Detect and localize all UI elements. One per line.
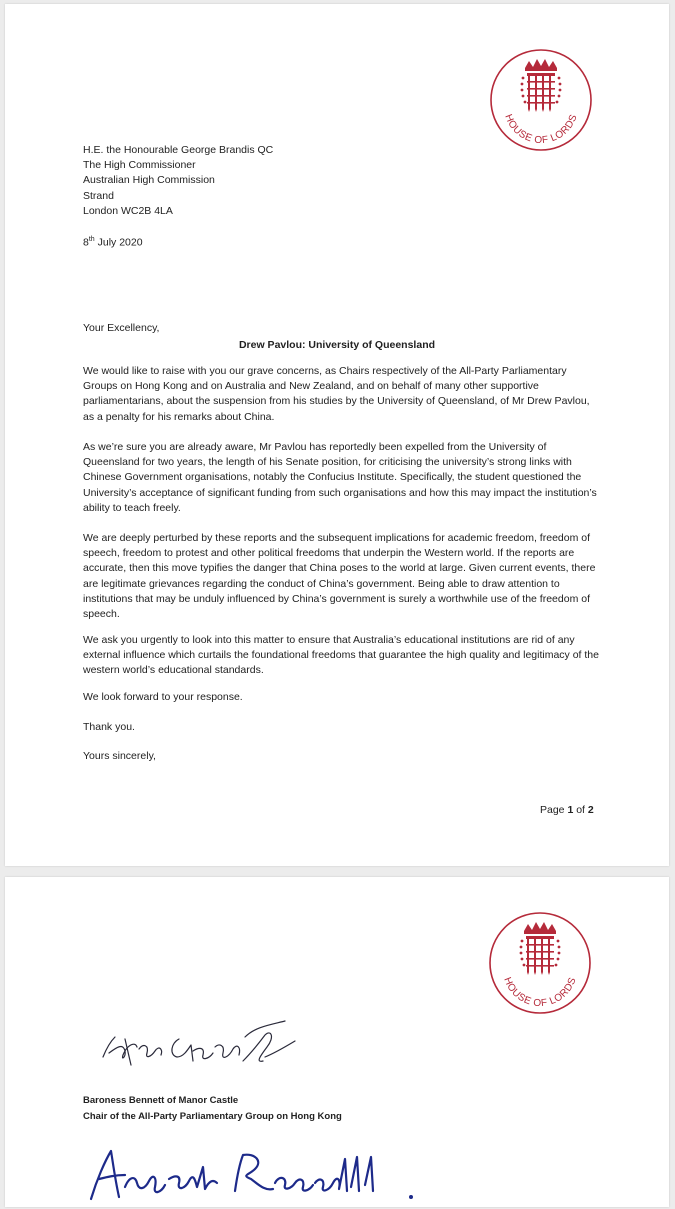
house-of-lords-logo <box>489 48 593 152</box>
signer-name: Baroness Bennett of Manor Castle <box>83 1095 239 1106</box>
letter-page-1 <box>5 4 669 866</box>
address-line: Australian High Commission <box>83 174 215 187</box>
address-line: H.E. the Honourable George Brandis QC <box>83 144 274 156</box>
address-line: London WC2B 4LA <box>83 204 173 217</box>
body-paragraph: We would like to raise with you our grave concerns, as Chairs respectively of the All-Party Parliamentary Groups on Hong Kong and on Australia and New Zealand, and on behalf of many other supportive parliamentarians, about the suspension from his studies by the University of Queensland, of Mr Drew Pavlou, as a penalty for his remarks about China. <box>83 365 590 423</box>
body-paragraph: Thank you. <box>83 721 135 733</box>
house-of-lords-logo <box>488 911 592 1015</box>
closing: Yours sincerely, <box>83 750 156 762</box>
letter-date: 8th July 2020 <box>83 236 143 249</box>
recipient-address <box>83 143 273 219</box>
address-line: Strand <box>83 189 114 202</box>
letter-subject: Drew Pavlou: University of Queensland <box>238 339 436 351</box>
page-number: Page 1 of 2 <box>540 804 594 816</box>
body-paragraph: As we’re sure you are already aware, Mr Pavlou has reportedly been expelled from the University of Queensland for two years, the length of his Senate position, for criticising the university’s strong links with Chinese Government organisations, notably the Confucius Institute. Specifically, the student questioned the University’s acceptance of significant funding from such organisations and how this may impact the institution’s ability to teach freely. <box>83 441 597 514</box>
signature-rosindell <box>85 1139 425 1209</box>
body-paragraph: We are deeply perturbed by these reports and the subsequent implications for academic freedom, freedom of speech, freedom to protest and other political freedoms that underpin the Western world. If the reports are accurate, then this move typifies the danger that China poses to the world at large. Given current events, there are legitimate grievances regarding the conduct of China’s government. Being able to draw attention to institutions that may be unduly influenced by China’s government is surely a worthwhile use of the freedom of speech. <box>83 532 596 621</box>
signer-role: Chair of the All-Party Parliamentary Group on Hong Kong <box>83 1111 342 1122</box>
body-paragraph: We ask you urgently to look into this matter to ensure that Australia’s educational institutions are rid of any external influence which curtails the foundational freedoms that guarantee the high quality and legitimacy of the western world’s educational standards. <box>83 634 599 677</box>
letter-page-2 <box>5 877 669 1207</box>
svg-text:HOUSE OF LORDS: HOUSE OF LORDS <box>502 112 580 147</box>
body-paragraph: We look forward to your response. <box>83 691 243 703</box>
signature-bennett <box>95 1017 305 1077</box>
svg-text:HOUSE OF LORDS: HOUSE OF LORDS <box>501 975 579 1010</box>
address-line: The High Commissioner <box>83 159 196 172</box>
salutation: Your Excellency, <box>83 322 160 334</box>
